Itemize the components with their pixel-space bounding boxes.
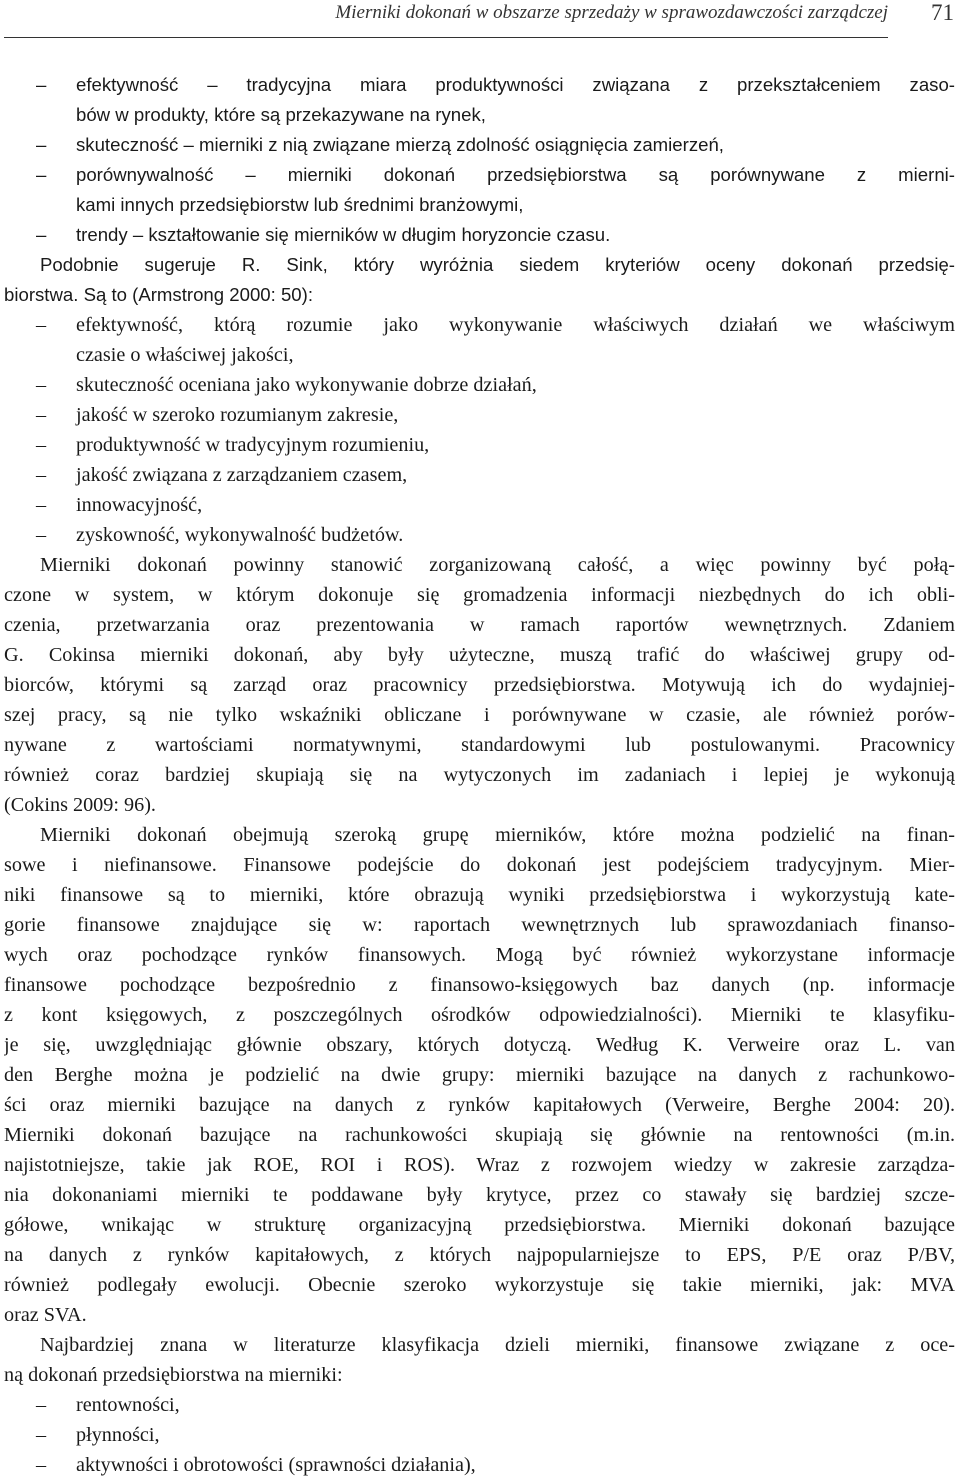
paragraph-line: na danych z rynków kapitałowych, z których najpopularniejsze to EPS, P/E oraz P/BV, bbox=[4, 1244, 955, 1266]
dash-bullet bbox=[36, 460, 46, 490]
dash-bullet bbox=[36, 1390, 46, 1420]
list-item-line: produktywność w tradycyjnym rozumieniu, bbox=[76, 434, 430, 456]
paragraph-line: biorstwa. Są to (Armstrong 2000: 50): bbox=[4, 284, 314, 305]
dash-bullet bbox=[36, 310, 46, 340]
list-item bbox=[4, 1420, 955, 1450]
list-item bbox=[4, 310, 955, 370]
paragraph-line: G. Cokinsa mierniki dokonań, aby były użyteczne, muszą trafić do właściwej grupy od- bbox=[4, 644, 955, 666]
paragraph-sink bbox=[4, 250, 955, 310]
paragraph-line: (Cokins 2009: 96). bbox=[4, 794, 156, 816]
paragraph-line: czenia, przetwarzania oraz prezentowania w ramach raportów wewnętrznych. Zdaniem bbox=[4, 614, 955, 636]
paragraph-cokins bbox=[4, 550, 955, 820]
paragraph-line: czone w system, w którym dokonuje się gromadzenia informacji niezbędnych do ich obli- bbox=[4, 584, 955, 606]
list-criteria-1 bbox=[4, 70, 955, 310]
paragraph-line: szej pracy, są nie tylko wskaźniki obliczane i porównywane w czasie, ale również porów- bbox=[4, 704, 955, 726]
paragraph-line: Mierniki dokonań obejmują szeroką grupę mierników, które można podzielić na finan- bbox=[40, 824, 955, 846]
paragraph-line: również coraz bardziej skupiają się na wytyczonych im zadaniach i lepiej je wykonują bbox=[4, 764, 955, 786]
dash-bullet bbox=[36, 490, 46, 520]
list-item bbox=[4, 1450, 955, 1480]
paragraph-line: niki finansowe są to mierniki, które obrazują wyniki przedsiębiorstwa i wykorzystują kate- bbox=[4, 884, 955, 906]
dash-bullet bbox=[36, 370, 46, 400]
paragraph-line: również podlegały ewolucji. Obecnie szeroko wykorzystuje się takie mierniki, jak: MVA bbox=[4, 1274, 955, 1296]
dash-bullet bbox=[36, 430, 46, 460]
paragraph-line: najistotniejsze, takie jak ROE, ROI i ROS). Wraz z rozwojem wiedzy w zakresie zarządza- bbox=[4, 1154, 955, 1176]
list-item bbox=[4, 490, 955, 520]
list-item-line: czasie o właściwej jakości, bbox=[76, 344, 294, 366]
paragraph-line: gorie finansowe znajdujące się w: raportach wewnętrznych lub sprawozdaniach finanso- bbox=[4, 914, 955, 936]
paragraph-line: Najbardziej znana w literaturze klasyfikacja dzieli mierniki, finansowe związane z oce- bbox=[40, 1334, 955, 1356]
paragraph-classification bbox=[4, 1330, 955, 1390]
list-item bbox=[4, 130, 955, 160]
dash-bullet bbox=[36, 1420, 46, 1450]
list-item-line: zyskowność, wykonywalność budżetów. bbox=[76, 524, 404, 546]
paragraph-line: biorców, którymi są zarząd oraz pracownicy przedsiębiorstwa. Motywują ich do wydajniej- bbox=[4, 674, 955, 696]
list-item-line: efektywność – tradycyjna miara produktywności związana z przekształceniem zaso- bbox=[76, 74, 955, 95]
list-item bbox=[4, 400, 955, 430]
dash-bullet bbox=[36, 520, 46, 550]
paragraph-line: wych oraz pochodzące rynków finansowych. Mogą być również wykorzystane informacje bbox=[4, 944, 955, 966]
paragraph-line: z kont księgowych, z poszczególnych ośrodków odpowiedzialności). Mierniki te klasyfiku- bbox=[4, 1004, 955, 1026]
running-header bbox=[0, 0, 960, 40]
list-item bbox=[4, 160, 955, 220]
dash-bullet bbox=[36, 1450, 46, 1480]
list-item-line: jakość w szeroko rozumianym zakresie, bbox=[76, 404, 399, 426]
paragraph-line: gółowe, wnikając w strukturę organizacyjną przedsiębiorstwa. Mierniki dokonań bazujące bbox=[4, 1214, 955, 1236]
list-item-line: rentowności, bbox=[76, 1394, 180, 1416]
paragraph-line: nia dokonaniami mierniki te poddawane były krytyce, przez co stawały się bardziej szcze- bbox=[4, 1184, 955, 1206]
list-item bbox=[4, 220, 955, 250]
paragraph-line: nywane z wartościami normatywnymi, standardowymi lub postulowanymi. Pracownicy bbox=[4, 734, 955, 756]
list-item-line: płynności, bbox=[76, 1424, 160, 1446]
paragraph-line: sowe i niefinansowe. Finansowe podejście do dokonań jest podejściem tradycyjnym. Mier- bbox=[4, 854, 955, 876]
list-item bbox=[4, 370, 955, 400]
list-item bbox=[4, 460, 955, 490]
dash-bullet bbox=[36, 400, 46, 430]
list-item-line: bów w produkty, które są przekazywane na rynek, bbox=[76, 104, 486, 125]
list-item bbox=[4, 520, 955, 550]
list-item bbox=[4, 1390, 955, 1420]
dash-bullet bbox=[36, 160, 46, 190]
list-item-line: innowacyjność, bbox=[76, 494, 203, 516]
list-item-line: kami innych przedsiębiorstw lub średnimi branżowymi, bbox=[76, 194, 524, 215]
header-rule bbox=[4, 37, 888, 38]
list-criteria-2 bbox=[4, 310, 955, 550]
page-number: 71 bbox=[931, 0, 954, 25]
list-item-line: skuteczność oceniana jako wykonywanie dobrze działań, bbox=[76, 374, 537, 396]
paragraph-finance bbox=[4, 820, 955, 1330]
paragraph-line: ści oraz mierniki bazujące na danych z rynków kapitałowych (Verweire, Berghe 2004: 20). bbox=[4, 1094, 955, 1116]
list-item-line: aktywności i obrotowości (sprawności działania), bbox=[76, 1454, 476, 1476]
list-item-line: efektywność, którą rozumie jako wykonywanie właściwych działań we właściwym bbox=[76, 314, 955, 336]
paragraph-line: Podobnie sugeruje R. Sink, który wyróżnia siedem kryteriów oceny dokonań przedsię- bbox=[40, 254, 955, 275]
paragraph-line: Mierniki dokonań powinny stanowić zorganizowaną całość, a więc powinny być połą- bbox=[40, 554, 955, 576]
list-item bbox=[4, 430, 955, 460]
paragraph-line: finansowe pochodzące bezpośrednio z finansowo-księgowych baz danych (np. informacje bbox=[4, 974, 955, 996]
paragraph-line: oraz SVA. bbox=[4, 1304, 87, 1326]
list-item-line: jakość związana z zarządzaniem czasem, bbox=[76, 464, 408, 486]
paragraph-line: je się, uwzględniając głównie obszary, których dotyczą. Według K. Verweire oraz L. van bbox=[4, 1034, 955, 1056]
dash-bullet bbox=[36, 220, 46, 250]
list-item-line: porównywalność – mierniki dokonań przedsiębiorstwa są porównywane z mierni- bbox=[76, 164, 955, 185]
dash-bullet bbox=[36, 130, 46, 160]
list-item-line: skuteczność – mierniki z nią związane mierzą zdolność osiągnięcia zamierzeń, bbox=[76, 134, 724, 155]
running-title: Mierniki dokonań w obszarze sprzedaży w sprawozdawczości zarządczej bbox=[335, 2, 888, 23]
dash-bullet bbox=[36, 70, 46, 100]
paragraph-line: ną dokonań przedsiębiorstwa na mierniki: bbox=[4, 1364, 343, 1386]
page-body bbox=[4, 70, 955, 1480]
list-item-line: trendy – kształtowanie się mierników w długim horyzoncie czasu. bbox=[76, 224, 611, 245]
paragraph-line: den Berghe można je podzielić na dwie grupy: mierniki bazujące na danych z rachunkowo- bbox=[4, 1064, 955, 1086]
paragraph-line: Mierniki dokonań bazujące na rachunkowości skupiają się głównie na rentowności (m.in. bbox=[4, 1124, 955, 1146]
list-item bbox=[4, 70, 955, 130]
